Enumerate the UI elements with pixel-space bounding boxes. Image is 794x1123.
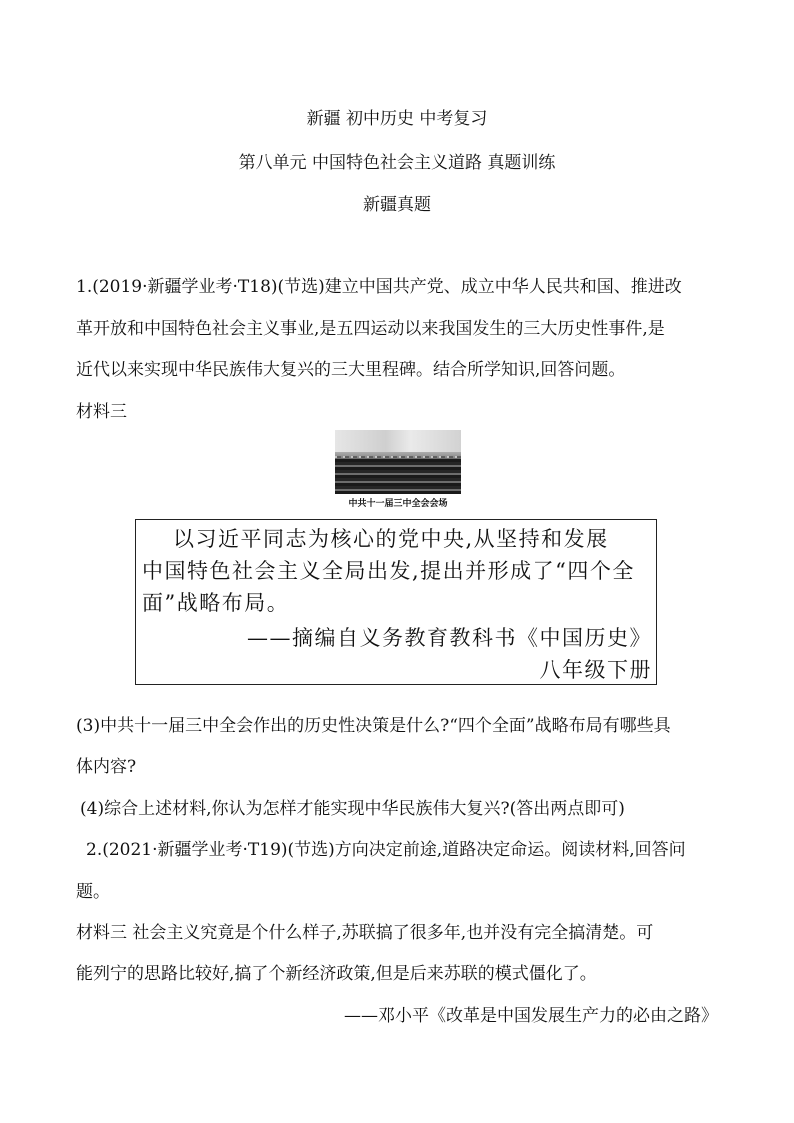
quote-source: ——摘编自义务教育教科书《中国历史》 [247, 626, 652, 650]
question-1-line-2: 革开放和中国特色社会主义事业,是五四运动以来我国发生的三大历史性事件,是 [76, 319, 665, 339]
question-2-material-line-1: 材料三 社会主义究竟是个什么样子,苏联搞了很多年,也并没有完全搞清楚。可 [76, 923, 654, 943]
question-2-line-2: 题。 [76, 882, 110, 902]
quote-box [135, 519, 657, 685]
quote-line-3: 面”战略布局。 [142, 591, 290, 615]
sub-question-4: (4)综合上述材料,你认为怎样才能实现中华民族伟大复兴?(答出两点即可) [80, 799, 625, 819]
question-2-material-line-2: 能列宁的思路比较好,搞了个新经济政策,但是后来苏联的模式僵化了。 [76, 964, 597, 984]
quote-source-grade: 八年级下册 [539, 658, 652, 682]
question-2-line-1: 2.(2021·新疆学业考·T19)(节选)方向决定前途,道路决定命运。阅读材料,回答问 [86, 840, 686, 860]
photo-caption: 中共十一届三中全会会场 [348, 499, 448, 509]
sub-question-3-line-2: 体内容? [76, 757, 137, 777]
quote-line-1: 以习近平同志为核心的党中央,从坚持和发展 [173, 527, 609, 551]
document-title: 新疆 初中历史 中考复习 [306, 109, 488, 129]
sub-question-3-line-1: (3)中共十一届三中全会作出的历史性决策是什么?“四个全面”战略布局有哪些具 [76, 716, 671, 736]
section-title: 新疆真题 [363, 195, 431, 215]
unit-title: 第八单元 中国特色社会主义道路 真题训练 [238, 153, 556, 173]
material-label: 材料三 [76, 402, 127, 422]
question-1-line-1: 1.(2019·新疆学业考·T18)(节选)建立中国共产党、成立中华人民共和国、推进改 [76, 277, 682, 297]
quote-line-2: 中国特色社会主义全局出发,提出并形成了“四个全 [142, 559, 635, 583]
meeting-photo [335, 430, 461, 494]
question-1-line-3: 近代以来实现中华民族伟大复兴的三大里程碑。结合所学知识,回答问题。 [76, 360, 626, 380]
question-2-source: ——邓小平《改革是中国发展生产力的必由之路》 [344, 1006, 718, 1026]
